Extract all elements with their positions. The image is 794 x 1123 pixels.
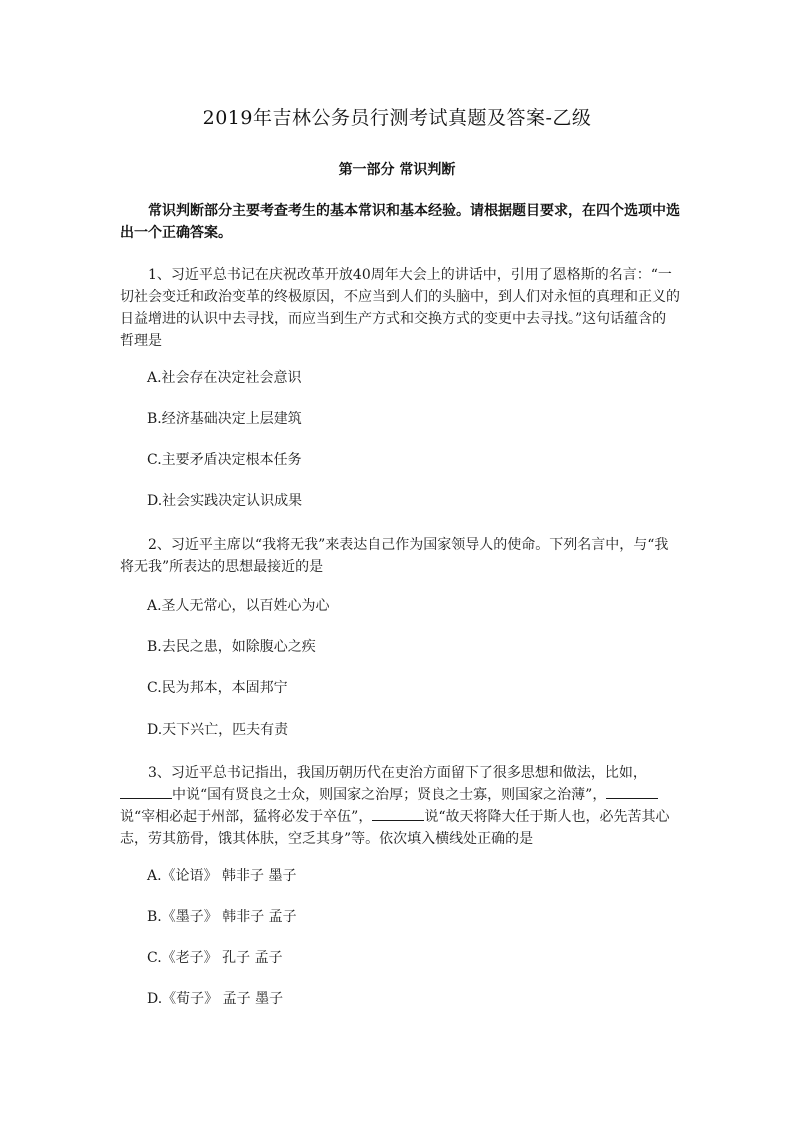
question-1-option-d: D.社会实践决定认识成果 [147,493,303,509]
question-3-stem-part-2: 中说“国有贤良之士众，则国家之治厚；贤良之士寡，则国家之治薄”， [172,787,607,803]
question-3-stem-part-4: 说“故天将降大任于斯人也，必先苦其心志，劳其筋骨，饿其体肤，空乏其身”等。依次填入横线处正确的是 [120,809,670,847]
question-3-option-c: C.《老子》 孔子 孟子 [147,950,283,966]
question-2-stem: 2、习近平主席以“我将无我”来表达自己作为国家领导人的使命。下列名言中，与“我将无我”所表达的思想最接近的是 [120,537,669,575]
question-3-option-b: B.《墨子》 韩非子 孟子 [147,909,297,925]
question-3-blank-1 [120,784,172,799]
question-3-stem [120,762,680,850]
question-2-option-b: B.去民之患，如除腹心之疾 [147,639,316,655]
question-2-option-c: C.民为邦本，本固邦宁 [147,680,288,696]
question-2-option-d: D.天下兴亡，匹夫有责 [147,722,289,738]
section-title: 第一部分 常识判断 [338,162,456,178]
question-1-option-a: A.社会存在决定社会意识 [147,370,302,386]
question-3-stem-part-1: 3、习近平总书记指出，我国历朝历代在吏治方面留下了很多思想和做法，比如， [148,765,647,781]
question-1-option-c: C.主要矛盾决定根本任务 [147,452,302,468]
question-3-option-d: D.《荀子》 孟子 墨子 [147,991,284,1007]
question-3-blank-2 [606,784,658,799]
question-1-option-b: B.经济基础决定上层建筑 [147,411,302,427]
document-title: 2019年吉林公务员行测考试真题及答案-乙级 [202,107,592,129]
question-3-blank-3 [372,806,424,821]
question-3-stem-part-3: 说“宰相必起于州部，猛将必发于卒伍”， [120,809,373,825]
question-3-option-a: A.《论语》 韩非子 墨子 [147,868,297,884]
section-intro: 常识判断部分主要考查考生的基本常识和基本经验。请根据题目要求，在四个选项中选出一个正确答案。 [120,203,680,241]
question-2-option-a: A.圣人无常心，以百姓心为心 [147,598,330,614]
question-1-stem: 1、习近平总书记在庆祝改革开放40周年大会上的讲话中，引用了恩格斯的名言：“一切社会变迁和政治变革的终极原因，不应当到人们的头脑中，到人们对永恒的真理和正义的日益增进的认识中去寻找，而应当到生产方式和交换方式的变更中去寻找。”这句话蕴含的哲理是 [120,267,680,349]
